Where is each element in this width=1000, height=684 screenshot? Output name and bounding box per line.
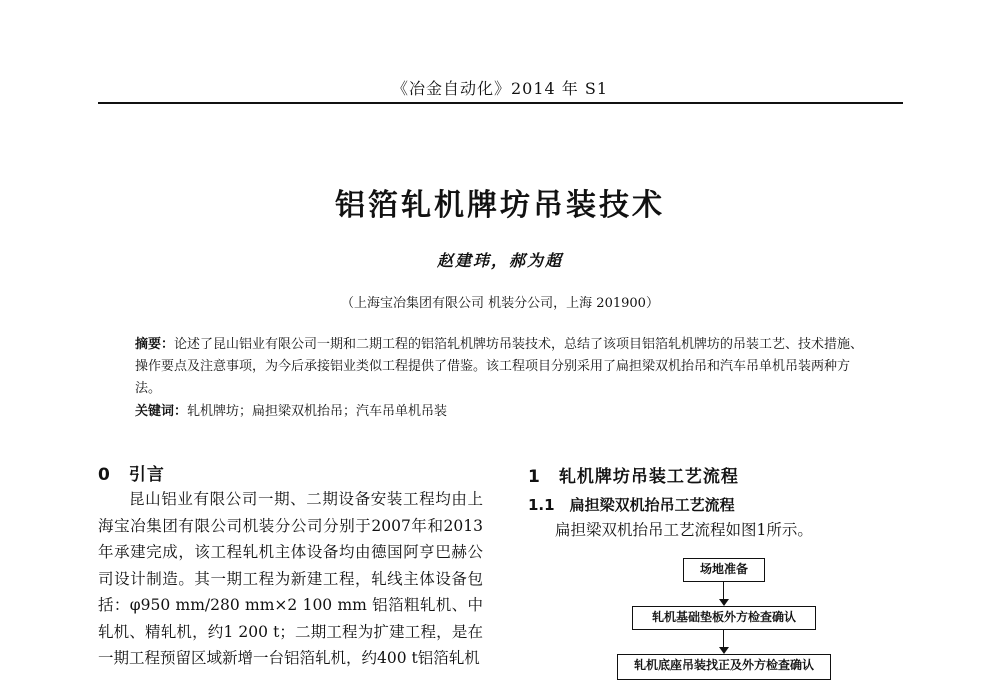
keywords-label: 关键词： [135, 404, 188, 419]
abstract [135, 334, 875, 400]
flow-arrowhead-1 [719, 599, 729, 606]
abstract-label: 摘要： [135, 337, 175, 352]
affiliation: （上海宝冶集团有限公司 机装分公司，上海 201900） [341, 296, 659, 311]
section-1-1-paragraph: 扁担梁双机抬吊工艺流程如图1所示。 [555, 521, 813, 539]
header-rule [98, 102, 903, 104]
paper-title: 铝箔轧机牌坊吊装技术 [335, 188, 665, 223]
section-0-heading: 0 引言 [98, 465, 165, 485]
section-0-body [98, 486, 483, 684]
flow-step-2: 轧机基础垫板外方检查确认 [632, 606, 816, 630]
keywords [135, 401, 875, 423]
section-1-1-heading: 1.1 扁担梁双机抬吊工艺流程 [528, 496, 735, 514]
flow-arrow-2 [723, 630, 724, 648]
section-0-paragraph: 昆山铝业有限公司一期、二期设备安装工程均由上海宝冶集团有限公司机装分公司分别于2007年和2013年承建完成，该工程轧机主体设备均由德国阿亨巴赫公司设计制造。其一期工程为新建工程，轧线主体设备包括：φ950 mm/280 mm×2 100 mm 铝箔粗轧机、中轧机、精轧机，约1 200 t；二期工程为扩建工程，是在一期工程预留区域新增一台铝箔轧机，约400 t铝箔轧机 [98, 490, 483, 667]
flow-arrow-1 [723, 582, 724, 600]
authors: 赵建玮，郝为超 [436, 251, 563, 270]
section-1-heading: 1 轧机牌坊吊装工艺流程 [528, 467, 739, 487]
abstract-text: 论述了昆山铝业有限公司一期和二期工程的铝箔轧机牌坊吊装技术，总结了该项目铝箔轧机牌坊的吊装工艺、技术措施、操作要点及注意事项，为今后承接铝业类似工程提供了借鉴。该工程项目分别采用了扁担梁双机抬吊和汽车吊单机吊装两种方法。 [135, 337, 864, 396]
journal-header: 《冶金自动化》2014 年 S1 [391, 79, 609, 98]
flow-arrowhead-2 [719, 647, 729, 654]
keywords-text: 轧机牌坊；扁担梁双机抬吊；汽车吊单机吊装 [187, 404, 448, 419]
flow-step-3: 轧机底座吊装找正及外方检查确认 [617, 654, 831, 680]
flow-step-1: 场地准备 [683, 558, 765, 582]
